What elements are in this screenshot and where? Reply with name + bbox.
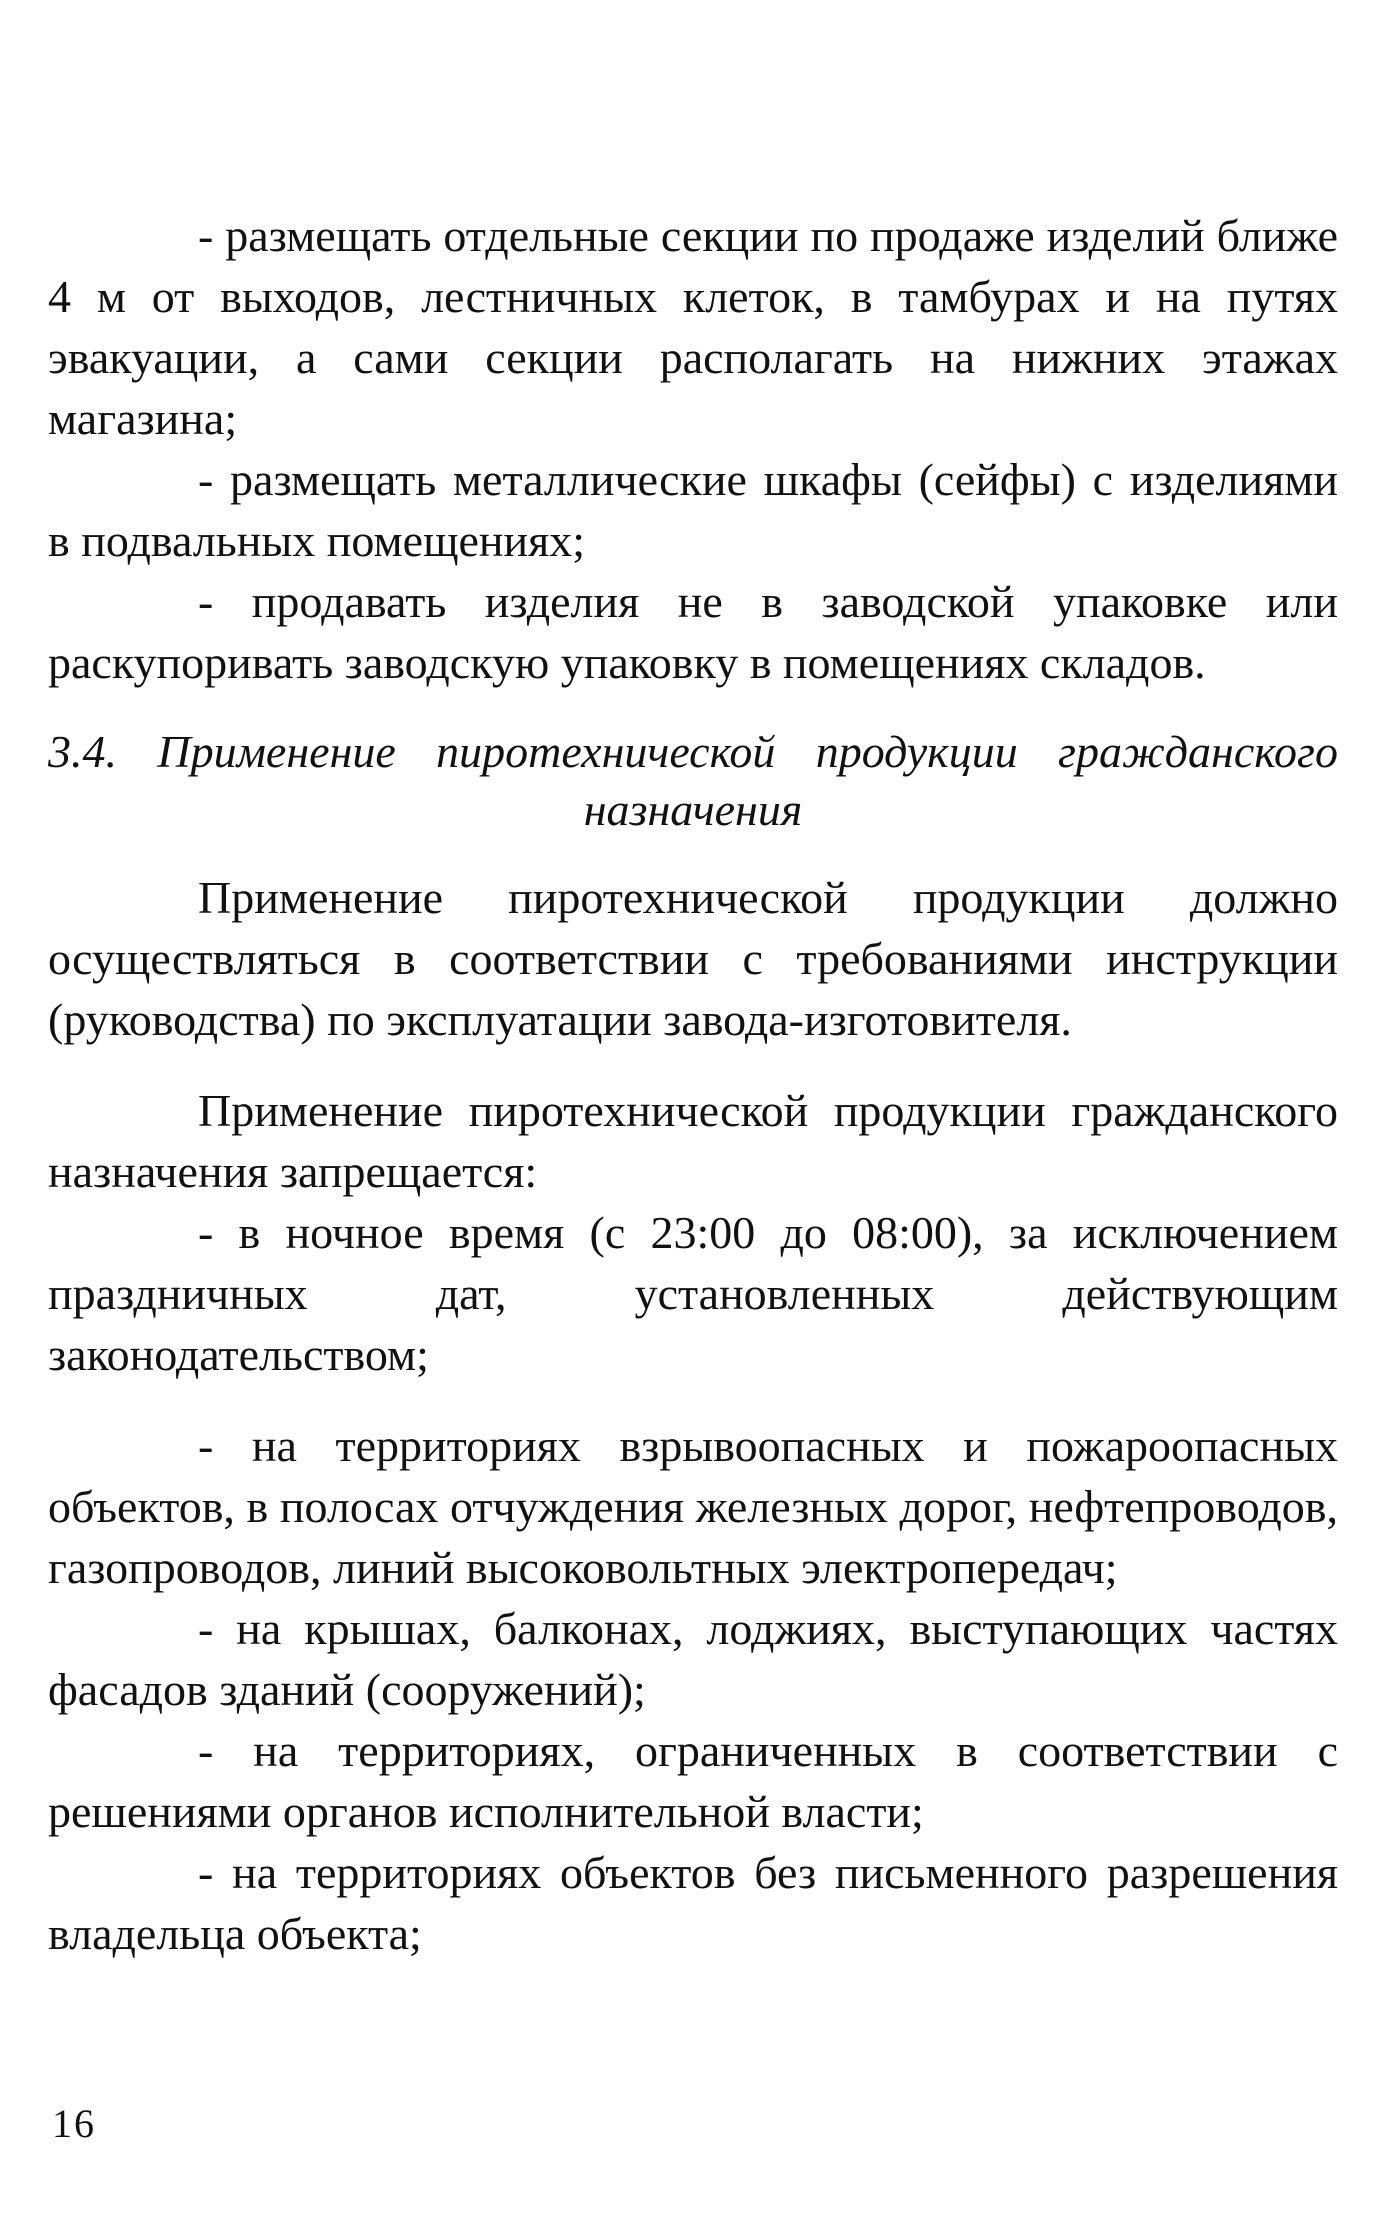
list-item: - продавать изделия не в заводской упаковке или раскупоривать заводскую упаковку в помещениях складов.	[48, 576, 1338, 688]
list-item: - размещать отдельные секции по продаже изделий ближе 4 м от выходов, лестничных клеток, в тамбурах и на путях эвакуации, а сами секции располагать на нижних этажах магазина;	[48, 210, 1338, 444]
document-page	[48, 205, 1338, 1964]
prohibition-item: - на территориях, ограниченных в соответствии с решениями органов исполнительной власти;	[48, 1725, 1338, 1837]
page-number: 16	[52, 2101, 96, 2146]
paragraph: Применение пиротехнической продукции гражданского назначения запрещается:	[48, 1085, 1338, 1197]
prohibition-item: - на территориях взрывоопасных и пожароопасных объектов, в полосах отчуждения железных дорог, нефтепроводов, газопроводов, линий высоковольтных электропередач;	[48, 1420, 1338, 1593]
prohibition-item: - в ночное время (с 23:00 до 08:00), за исключением праздничных дат, установленных действующим законодательством;	[48, 1207, 1338, 1380]
section-heading-line2: назначения	[583, 784, 803, 835]
section-heading-line1: 3.4. Применение пиротехнической продукции гражданского	[48, 726, 1338, 777]
prohibition-item: - на территориях объектов без письменного разрешения владельца объекта;	[48, 1847, 1338, 1959]
prohibition-item: - на крышах, балконах, лоджиях, выступающих частях фасадов зданий (сооружений);	[48, 1603, 1338, 1715]
list-item: - размещать металлические шкафы (сейфы) с изделиями в подвальных помещениях;	[48, 454, 1338, 566]
paragraph: Применение пиротехнической продукции должно осуществляться в соответствии с требованиями инструкции (руководства) по эксплуатации завода-изготовителя.	[48, 872, 1338, 1045]
section-heading	[48, 723, 1338, 839]
